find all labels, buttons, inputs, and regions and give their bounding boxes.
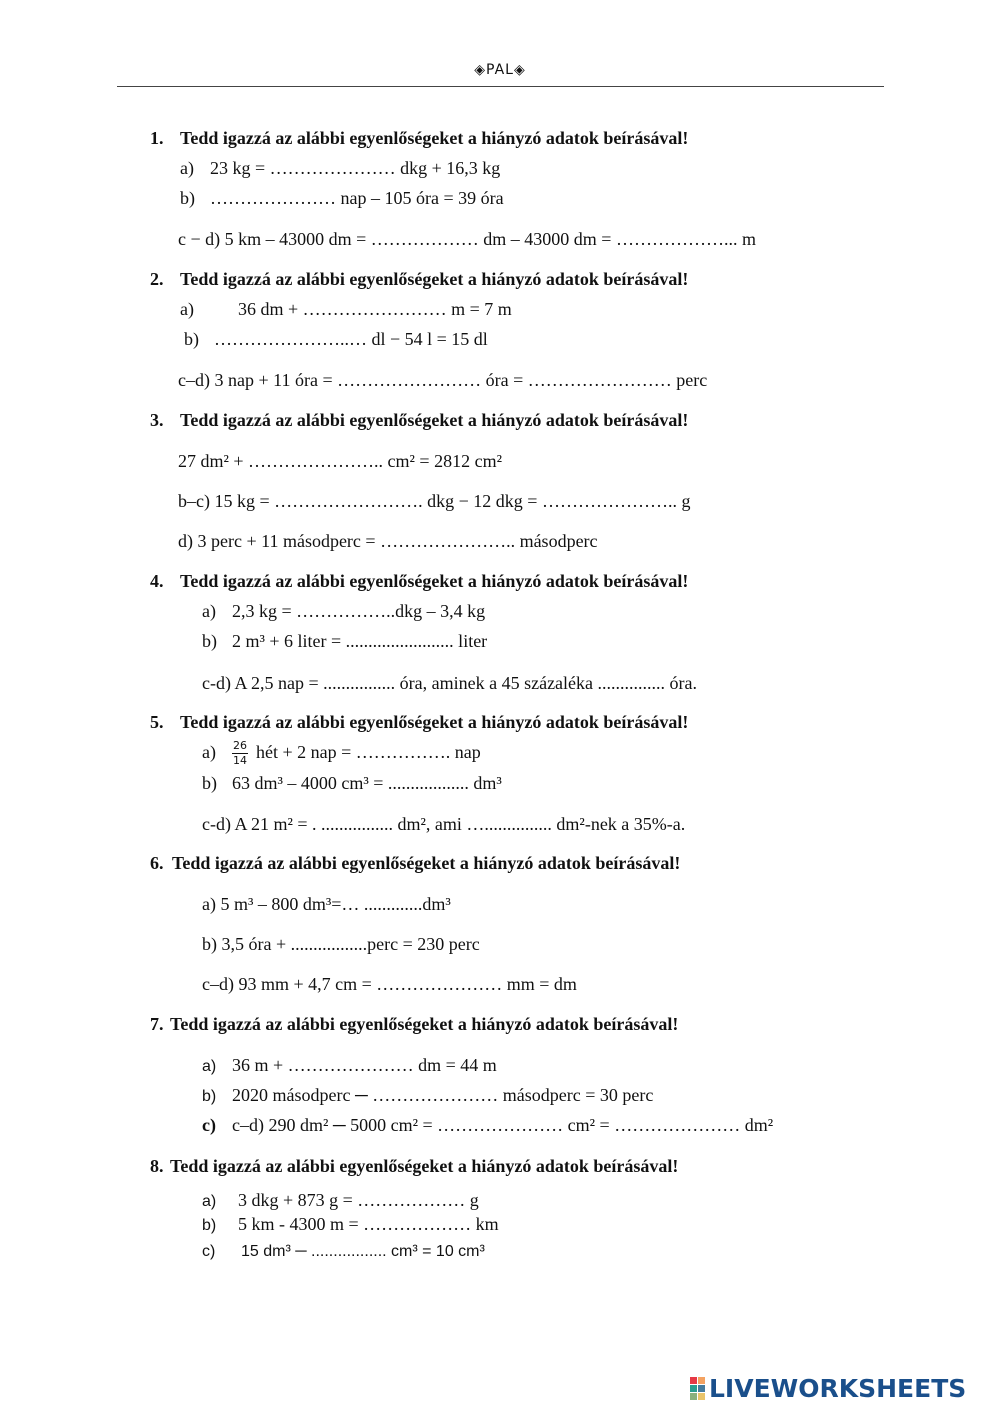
exercise-7c: c) c–d) 290 dm² ─ 5000 cm² = ………………… cm² = ………………… dm²: [202, 1115, 774, 1135]
exercise-3d: d) 3 perc + 11 másodperc = ………………….. másodperc: [178, 531, 598, 551]
exercise-6-title: 6. Tedd igazzá az alábbi egyenlőségeket a hiányzó adatok beírásával!: [150, 853, 681, 873]
exercise-3-title: 3. Tedd igazzá az alábbi egyenlőségeket a hiányzó adatok beírásával!: [150, 410, 689, 430]
exercise-8b: b) 5 km - 4300 m = ……………… km: [202, 1214, 499, 1234]
liveworksheets-logo-icon: [690, 1377, 705, 1400]
exercise-5b: b) 63 dm³ – 4000 cm³ = .................. dm³: [202, 773, 502, 793]
exercise-6cd: c–d) 93 mm + 4,7 cm = ………………… mm = dm: [202, 974, 577, 994]
exercise-2b: b) …………………..… dl − 54 l = 15 dl: [184, 329, 488, 349]
fraction: $\frac{26}{14}$: [233, 739, 247, 768]
exercise-4-title: 4. Tedd igazzá az alábbi egyenlőségeket a hiányzó adatok beírásával!: [150, 571, 689, 591]
exercise-4cd: c-d) A 2,5 nap = ................ óra, aminek a 45 százaléka ............... óra.: [202, 673, 698, 693]
exercise-2-title: 2. Tedd igazzá az alábbi egyenlőségeket a hiányzó adatok beírásával!: [150, 269, 689, 289]
exercise-3a: 27 dm² + ………………….. cm² = 2812 cm²: [178, 451, 502, 471]
exercise-8a: a) 3 dkg + 873 g = ……………… g: [202, 1190, 479, 1210]
header-rule: [117, 86, 884, 87]
exercise-2a: a) 36 dm + …………………… m = 7 m: [180, 299, 512, 319]
exercise-8-title: 8. Tedd igazzá az alábbi egyenlőségeket a hiányzó adatok beírásával!: [150, 1156, 679, 1176]
exercise-1a: a) 23 kg = ………………… dkg + 16,3 kg: [180, 158, 501, 178]
exercise-5cd: c-d) A 21 m² = . ................ dm², ami …............... dm²-nek a 35%-a.: [202, 814, 686, 834]
exercise-5a: a) $\frac{26}{14}$ hét + 2 nap = ……………. nap: [202, 739, 481, 768]
exercise-4a: a) 2,3 kg = ……………..dkg – 3,4 kg: [202, 601, 486, 621]
exercise-1cd: c − d) 5 km – 43000 dm = ……………… dm – 43000 dm = ………………... m: [178, 229, 756, 249]
exercise-6b: b) 3,5 óra + .................perc = 230 perc: [202, 934, 480, 954]
exercise-1-title: 1. Tedd igazzá az alábbi egyenlőségeket a hiányzó adatok beírásával!: [150, 128, 689, 148]
exercise-7-title: 7. Tedd igazzá az alábbi egyenlőségeket a hiányzó adatok beírásával!: [150, 1014, 679, 1034]
exercise-1b: b) ………………… nap – 105 óra = 39 óra: [180, 188, 504, 208]
exercise-5-title: 5. Tedd igazzá az alábbi egyenlőségeket a hiányzó adatok beírásával!: [150, 712, 689, 732]
brand-footer: [690, 1374, 966, 1403]
exercise-2cd: c–d) 3 nap + 11 óra = …………………… óra = …………………… perc: [178, 370, 708, 390]
page-header: ◈PAL◈: [474, 62, 526, 78]
exercise-3bc: b–c) 15 kg = ……………………. dkg − 12 dkg = ………………….. g: [178, 491, 691, 511]
exercise-6a: a) 5 m³ – 800 dm³=… .............dm³: [202, 894, 451, 914]
exercise-7b: b) 2020 másodperc ─ ………………… másodperc = 30 perc: [202, 1085, 654, 1105]
exercise-4b: b) 2 m³ + 6 liter = ........................ liter: [202, 631, 488, 651]
exercise-7a: a) 36 m + ………………… dm = 44 m: [202, 1055, 497, 1075]
exercise-8c: c) 15 dm³ ─ ................. cm³ = 10 cm³: [202, 1243, 485, 1260]
brand-name: LIVEWORKSHEETS: [709, 1374, 967, 1403]
